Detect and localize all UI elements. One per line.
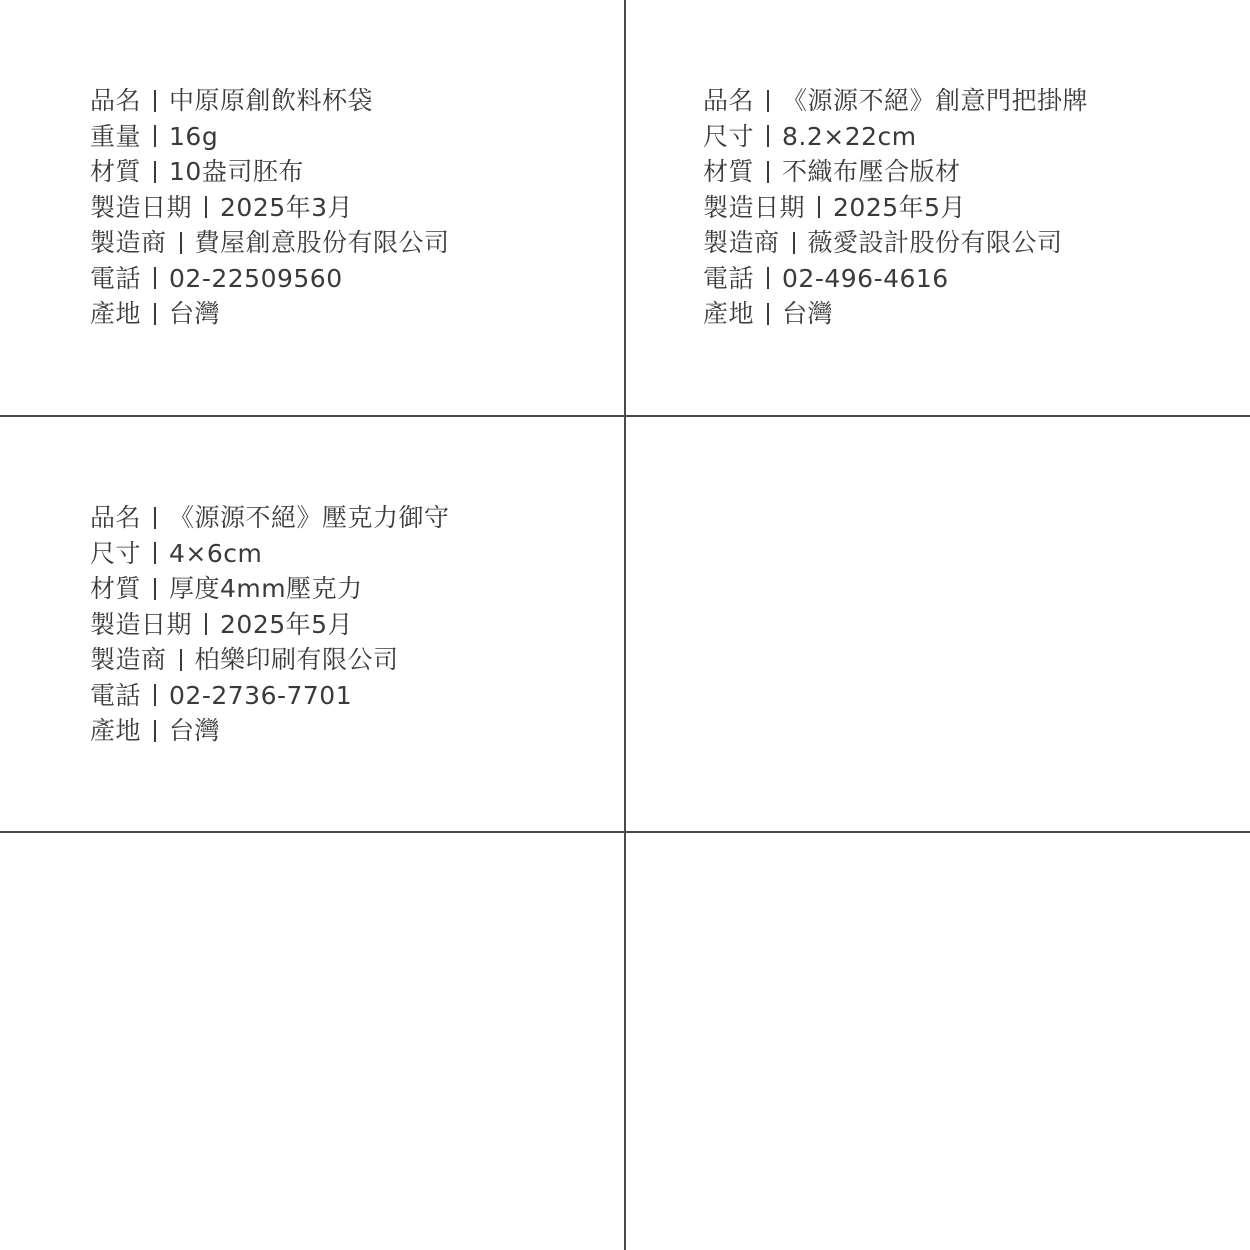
manufacture-date-row — [90, 607, 610, 643]
field-label: 重量 — [90, 121, 142, 151]
size-row — [90, 536, 610, 572]
field-label: 產地 — [703, 299, 755, 328]
field-label: 材質 — [90, 574, 142, 603]
field-value: 8.2×22cm — [782, 121, 917, 151]
separator — [154, 303, 156, 325]
field-value: 《源源不絕》壓克力御守 — [169, 503, 450, 532]
field-label: 品名 — [90, 86, 142, 115]
field-value: 4×6cm — [169, 538, 263, 568]
field-label: 尺寸 — [90, 538, 142, 568]
field-value: 中原原創飲料杯袋 — [169, 86, 374, 115]
field-label: 材質 — [703, 157, 755, 186]
manufacture-date-row — [703, 190, 1223, 226]
field-value: 不織布壓合版材 — [782, 157, 961, 186]
field-value: 02-22509560 — [169, 263, 343, 293]
manufacturer-row — [90, 642, 610, 678]
field-value: 02-496-4616 — [782, 263, 949, 293]
field-label: 產地 — [90, 299, 142, 328]
separator — [154, 507, 156, 529]
field-value: 02-2736-7701 — [169, 680, 353, 710]
vertical-divider — [624, 0, 626, 1250]
field-value: 台灣 — [169, 716, 221, 745]
separator — [154, 684, 156, 706]
field-value: 2025年5月 — [833, 192, 967, 222]
separator — [767, 161, 769, 183]
separator — [154, 578, 156, 600]
separator — [154, 161, 156, 183]
phone-row — [90, 678, 610, 714]
separator — [154, 90, 156, 112]
separator — [205, 613, 207, 635]
weight-row — [90, 119, 610, 155]
phone-row — [90, 261, 610, 297]
material-row — [90, 154, 610, 190]
field-label: 製造商 — [703, 228, 780, 257]
field-value: 10盎司胚布 — [169, 157, 304, 186]
phone-row — [703, 261, 1223, 297]
manufacture-date-row — [90, 190, 610, 226]
origin-row — [90, 713, 610, 749]
manufacturer-row — [90, 225, 610, 261]
material-row — [90, 571, 610, 607]
field-label: 材質 — [90, 157, 142, 186]
separator — [793, 232, 795, 254]
field-label: 電話 — [703, 263, 755, 293]
horizontal-divider-top — [0, 415, 1250, 417]
field-label: 電話 — [90, 680, 142, 710]
name-row — [703, 83, 1223, 119]
separator — [767, 267, 769, 289]
field-label: 品名 — [703, 86, 755, 115]
field-value: 16g — [169, 121, 219, 151]
name-row — [90, 500, 610, 536]
field-label: 製造商 — [90, 228, 167, 257]
name-row — [90, 83, 610, 119]
field-label: 製造日期 — [90, 609, 193, 639]
field-value: 台灣 — [169, 299, 221, 328]
field-value: 費屋創意股份有限公司 — [194, 228, 450, 257]
origin-row — [90, 296, 610, 332]
field-value: 柏樂印刷有限公司 — [194, 645, 399, 674]
field-value: 台灣 — [782, 299, 834, 328]
field-label: 製造日期 — [703, 192, 806, 222]
separator — [767, 125, 769, 147]
separator — [818, 196, 820, 218]
separator — [154, 267, 156, 289]
size-row — [703, 119, 1223, 155]
origin-row — [703, 296, 1223, 332]
field-value: 2025年3月 — [220, 192, 354, 222]
field-label: 製造日期 — [90, 192, 193, 222]
separator — [767, 90, 769, 112]
field-value: 《源源不絕》創意門把掛牌 — [782, 86, 1089, 115]
product-label-card-1 — [90, 83, 610, 332]
separator — [154, 125, 156, 147]
separator — [154, 720, 156, 742]
field-label: 電話 — [90, 263, 142, 293]
field-label: 產地 — [90, 716, 142, 745]
field-value: 厚度4mm壓克力 — [169, 574, 363, 603]
product-label-card-2 — [703, 83, 1223, 332]
separator — [154, 542, 156, 564]
horizontal-divider-bottom — [0, 831, 1250, 833]
separator — [180, 649, 182, 671]
field-label: 尺寸 — [703, 121, 755, 151]
field-value: 2025年5月 — [220, 609, 354, 639]
manufacturer-row — [703, 225, 1223, 261]
field-label: 品名 — [90, 503, 142, 532]
material-row — [703, 154, 1223, 190]
separator — [205, 196, 207, 218]
separator — [180, 232, 182, 254]
product-label-card-3 — [90, 500, 610, 749]
separator — [767, 303, 769, 325]
field-label: 製造商 — [90, 645, 167, 674]
field-value: 薇愛設計股份有限公司 — [807, 228, 1063, 257]
